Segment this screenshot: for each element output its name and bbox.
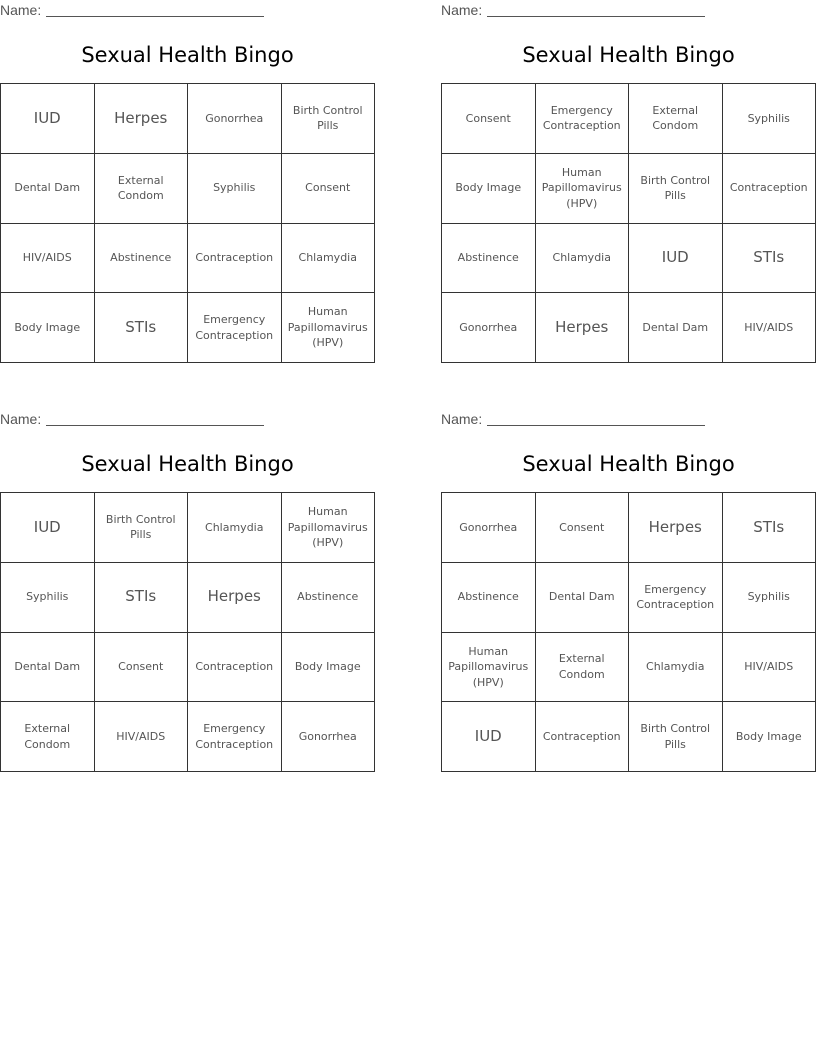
card-title: Sexual Health Bingo xyxy=(522,43,735,67)
bingo-cell: Human Papillomavirus (HPV) xyxy=(536,154,630,224)
bingo-cell: Body Image xyxy=(723,702,816,772)
bingo-cell: STIs xyxy=(95,293,189,363)
bingo-cell: External Condom xyxy=(95,154,189,224)
bingo-cell: Syphilis xyxy=(723,563,816,633)
bingo-cell: Emergency Contraception xyxy=(188,293,282,363)
name-label: Name: xyxy=(441,411,483,427)
bingo-cell: IUD xyxy=(1,493,95,563)
bingo-cell: Consent xyxy=(442,84,536,154)
bingo-cell: Dental Dam xyxy=(1,633,95,703)
bingo-cell: Syphilis xyxy=(188,154,282,224)
bingo-cell: Birth Control Pills xyxy=(95,493,189,563)
name-field xyxy=(0,2,264,18)
name-blank-line[interactable] xyxy=(46,411,264,426)
bingo-cell: HIV/AIDS xyxy=(723,293,816,363)
bingo-cell: Syphilis xyxy=(723,84,816,154)
bingo-cell: Birth Control Pills xyxy=(629,154,723,224)
bingo-cell: Chlamydia xyxy=(188,493,282,563)
bingo-cell: HIV/AIDS xyxy=(1,224,95,294)
bingo-cell: Chlamydia xyxy=(629,633,723,703)
bingo-cell: Human Papillomavirus (HPV) xyxy=(442,633,536,703)
bingo-cell: HIV/AIDS xyxy=(95,702,189,772)
bingo-cell: Gonorrhea xyxy=(188,84,282,154)
bingo-cell: Dental Dam xyxy=(629,293,723,363)
bingo-cell: Herpes xyxy=(629,493,723,563)
bingo-cell: Consent xyxy=(536,493,630,563)
bingo-cell: HIV/AIDS xyxy=(723,633,816,703)
bingo-cell: Body Image xyxy=(1,293,95,363)
bingo-cell: Abstinence xyxy=(442,224,536,294)
bingo-cell: Human Papillomavirus (HPV) xyxy=(282,293,376,363)
bingo-grid xyxy=(0,492,375,772)
bingo-cell: Chlamydia xyxy=(282,224,376,294)
bingo-cell: Emergency Contraception xyxy=(188,702,282,772)
card-title: Sexual Health Bingo xyxy=(81,43,294,67)
bingo-cell: Abstinence xyxy=(282,563,376,633)
card-title: Sexual Health Bingo xyxy=(81,452,294,476)
bingo-card xyxy=(0,409,376,773)
name-label: Name: xyxy=(441,2,483,18)
bingo-card xyxy=(0,0,376,364)
name-label: Name: xyxy=(0,2,42,18)
bingo-cell: Birth Control Pills xyxy=(282,84,376,154)
bingo-cell: Dental Dam xyxy=(1,154,95,224)
bingo-cell: Abstinence xyxy=(95,224,189,294)
bingo-cell: External Condom xyxy=(629,84,723,154)
bingo-cell: Herpes xyxy=(536,293,630,363)
name-blank-line[interactable] xyxy=(46,2,264,17)
bingo-cell: External Condom xyxy=(1,702,95,772)
bingo-cell: Gonorrhea xyxy=(442,493,536,563)
bingo-cell: IUD xyxy=(442,702,536,772)
bingo-cell: Body Image xyxy=(282,633,376,703)
card-title: Sexual Health Bingo xyxy=(522,452,735,476)
bingo-cell: Abstinence xyxy=(442,563,536,633)
bingo-cell: Consent xyxy=(282,154,376,224)
bingo-cell: Gonorrhea xyxy=(442,293,536,363)
bingo-cell: Gonorrhea xyxy=(282,702,376,772)
bingo-cell: IUD xyxy=(1,84,95,154)
name-label: Name: xyxy=(0,411,42,427)
bingo-card xyxy=(441,0,816,364)
name-field xyxy=(0,411,264,427)
bingo-grid xyxy=(441,492,816,772)
bingo-cell: Dental Dam xyxy=(536,563,630,633)
bingo-card xyxy=(441,409,816,773)
bingo-cell: Birth Control Pills xyxy=(629,702,723,772)
bingo-cell: Emergency Contraception xyxy=(629,563,723,633)
bingo-grid xyxy=(441,83,816,363)
bingo-cell: Contraception xyxy=(536,702,630,772)
name-blank-line[interactable] xyxy=(487,2,705,17)
name-field xyxy=(441,2,705,18)
bingo-cell: Human Papillomavirus (HPV) xyxy=(282,493,376,563)
bingo-cell: STIs xyxy=(723,493,816,563)
bingo-cell: STIs xyxy=(723,224,816,294)
bingo-cell: Contraception xyxy=(723,154,816,224)
name-field xyxy=(441,411,705,427)
bingo-cell: Chlamydia xyxy=(536,224,630,294)
bingo-cell: IUD xyxy=(629,224,723,294)
bingo-cell: Consent xyxy=(95,633,189,703)
bingo-grid xyxy=(0,83,375,363)
bingo-cell: Herpes xyxy=(188,563,282,633)
bingo-cell: Contraception xyxy=(188,633,282,703)
bingo-cell: Contraception xyxy=(188,224,282,294)
bingo-cell: Syphilis xyxy=(1,563,95,633)
bingo-cell: Herpes xyxy=(95,84,189,154)
bingo-cell: STIs xyxy=(95,563,189,633)
bingo-cell: Emergency Contraception xyxy=(536,84,630,154)
bingo-cell: Body Image xyxy=(442,154,536,224)
bingo-cell: External Condom xyxy=(536,633,630,703)
name-blank-line[interactable] xyxy=(487,411,705,426)
